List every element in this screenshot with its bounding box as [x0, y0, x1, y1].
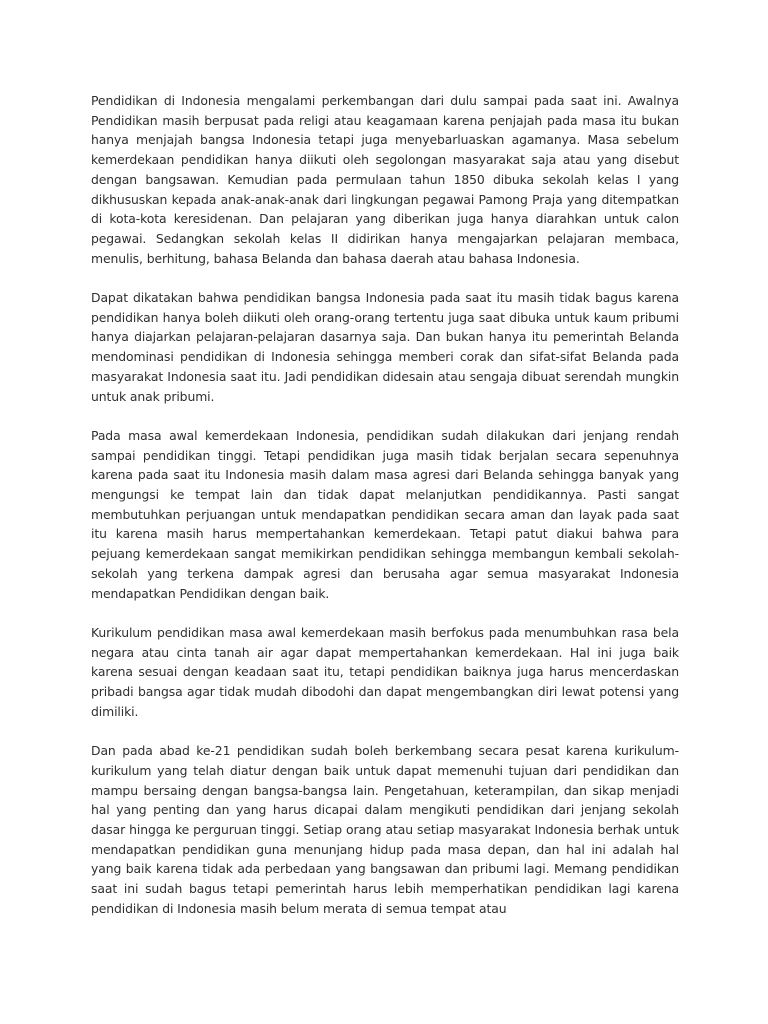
document-body	[91, 91, 679, 938]
paragraph-1: Pendidikan di Indonesia mengalami perkembangan dari dulu sampai pada saat ini. Awalnya Pendidikan masih berpusat pada religi atau keagamaan karena penjajah pada masa itu bukan hanya menjajah bangsa Indonesia tetapi juga menyebarluaskan agamanya. Masa sebelum kemerdekaan pendidikan hanya diikuti oleh segolongan masyarakat saja atau yang disebut dengan bangsawan. Kemudian pada permulaan tahun 1850 dibuka sekolah kelas I yang dikhususkan kepada anak-anak-anak dari lingkungan pegawai Pamong Praja yang ditempatkan di kota-kota keresidenan. Dan pelajaran yang diberikan juga hanya diarahkan untuk calon pegawai. Sedangkan sekolah kelas II didirikan hanya mengajarkan pelajaran membaca, menulis, berhitung, bahasa Belanda dan bahasa daerah atau bahasa Indonesia.	[91, 93, 679, 266]
paragraph-2: Dapat dikatakan bahwa pendidikan bangsa Indonesia pada saat itu masih tidak bagus karena pendidikan hanya boleh diikuti oleh orang-orang tertentu juga saat dibuka untuk kaum pribumi hanya diajarkan pelajaran-pelajaran dasarnya saja. Dan bukan hanya itu pemerintah Belanda mendominasi pendidikan di Indonesia sehingga memberi corak dan sifat-sifat Belanda pada masyarakat Indonesia saat itu. Jadi pendidikan didesain atau sengaja dibuat serendah mungkin untuk anak pribumi.	[91, 290, 679, 404]
paragraph-3: Pada masa awal kemerdekaan Indonesia, pendidikan sudah dilakukan dari jenjang rendah sampai pendidikan tinggi. Tetapi pendidikan juga masih tidak berjalan secara sepenuhnya karena pada saat itu Indonesia masih dalam masa agresi dari Belanda sehingga banyak yang mengungsi ke tempat lain dan tidak dapat melanjutkan pendidikannya. Pasti sangat membutuhkan perjuangan untuk mendapatkan pendidikan secara aman dan layak pada saat itu karena masih harus mempertahankan kemerdekaan. Tetapi patut diakui bahwa para pejuang kemerdekaan sangat memikirkan pendidikan sehingga membangun kembali sekolah-sekolah yang terkena dampak agresi dan berusaha agar semua masyarakat Indonesia mendapatkan Pendidikan dengan baik.	[91, 427, 679, 601]
paragraph-5: Dan pada abad ke-21 pendidikan sudah boleh berkembang secara pesat karena kurikulum-kurikulum yang telah diatur dengan baik untuk dapat memenuhi tujuan dari pendidikan dan mampu bersaing dengan bangsa-bangsa lain. Pengetahuan, keterampilan, dan sikap menjadi hal yang penting dan yang harus dicapai dalam mengikuti pendidikan dari jenjang sekolah dasar hingga ke perguruan tinggi. Setiap orang atau setiap masyarakat Indonesia berhak untuk mendapatkan pendidikan guna menunjang hidup pada masa depan, dan hal ini adalah hal yang baik karena tidak ada perbedaan yang bangsawan dan pribumi lagi. Memang pendidikan saat ini sudah bagus tetapi pemerintah harus lebih memperhatikan pendidikan lagi karena pendidikan di Indonesia masih belum merata di semua tempat atau	[91, 743, 679, 916]
paragraph-4: Kurikulum pendidikan masa awal kemerdekaan masih berfokus pada menumbuhkan rasa bela negara atau cinta tanah air agar dapat mempertahankan kemerdekaan. Hal ini juga baik karena sesuai dengan keadaan saat itu, tetapi pendidikan baiknya juga harus mencerdaskan pribadi bangsa agar tidak mudah dibodohi dan dapat mengembangkan diri lewat potensi yang dimiliki.	[91, 624, 679, 719]
